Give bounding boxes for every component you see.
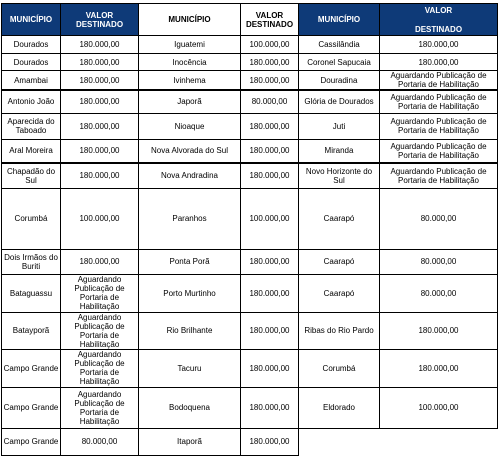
header-valor-destinado-3 — [380, 4, 498, 36]
valor-cell: 100.000,00 — [380, 387, 498, 428]
table-row — [2, 312, 498, 349]
municipio-cell: Juti — [299, 113, 380, 139]
valor-cell: 80.000,00 — [380, 249, 498, 274]
municipio-cell: Miranda — [299, 139, 380, 163]
municipio-cell: Amambai — [2, 71, 61, 91]
valor-cell: 180.000,00 — [241, 387, 299, 428]
municipio-cell: Nova Alvorada do Sul — [139, 139, 241, 163]
municipio-cell: Eldorado — [299, 387, 380, 428]
valor-cell: 180.000,00 — [61, 113, 139, 139]
municipio-cell: Novo Horizonte do Sul — [299, 163, 380, 188]
table-row — [2, 163, 498, 188]
municipio-cell: Corumbá — [2, 188, 61, 249]
municipio-cell: Dourados — [2, 36, 61, 54]
table-row — [2, 249, 498, 274]
valor-cell: 180.000,00 — [61, 36, 139, 54]
municipio-cell: Douradina — [299, 71, 380, 91]
municipio-cell: Japorã — [139, 90, 241, 113]
table-row — [2, 274, 498, 312]
valor-cell: Aguardando Publicação de Portaria de Habilitação — [380, 71, 498, 91]
valor-cell: 180.000,00 — [241, 113, 299, 139]
valor-cell: 80.000,00 — [380, 274, 498, 312]
municipio-cell: Nioaque — [139, 113, 241, 139]
table-body — [2, 36, 498, 456]
header-municipio-3: MUNICÍPIO — [299, 4, 380, 36]
valor-cell: 180.000,00 — [241, 312, 299, 349]
table-row — [2, 36, 498, 54]
municipio-cell: Aral Moreira — [2, 139, 61, 163]
municipio-cell: Ponta Porã — [139, 249, 241, 274]
table-row — [2, 113, 498, 139]
valor-cell: 180.000,00 — [241, 349, 299, 387]
municipio-cell: Antonio João — [2, 90, 61, 113]
valor-cell: 80.000,00 — [241, 90, 299, 113]
valor-cell: Aguardando Publicação de Portaria de Habilitação — [61, 312, 139, 349]
valor-cell: 180.000,00 — [241, 54, 299, 71]
valor-cell: Aguardando Publicação de Portaria de Habilitação — [61, 387, 139, 428]
municipio-cell: Inocência — [139, 54, 241, 71]
valor-cell: 180.000,00 — [380, 36, 498, 54]
valor-cell: 180.000,00 — [380, 54, 498, 71]
valor-cell: 180.000,00 — [380, 349, 498, 387]
municipio-cell: Ivinhema — [139, 71, 241, 91]
municipio-cell: Nova Andradina — [139, 163, 241, 188]
valor-cell: Aguardando Publicação de Portaria de Habilitação — [380, 113, 498, 139]
valor-cell: 80.000,00 — [380, 188, 498, 249]
valor-cell: 180.000,00 — [241, 249, 299, 274]
valor-cell — [380, 428, 498, 455]
header-municipio-2: MUNICÍPIO — [139, 4, 241, 36]
valor-cell: 180.000,00 — [241, 428, 299, 455]
valor-cell: 180.000,00 — [61, 71, 139, 91]
funding-table — [1, 3, 498, 456]
municipio-cell: Bodoquena — [139, 387, 241, 428]
municipio-cell: Glória de Dourados — [299, 90, 380, 113]
municipio-cell: Cassilândia — [299, 36, 380, 54]
valor-cell: Aguardando Publicação de Portaria de Habilitação — [61, 274, 139, 312]
valor-cell: 180.000,00 — [61, 249, 139, 274]
table-row — [2, 387, 498, 428]
table-row — [2, 71, 498, 91]
header-municipio-1: MUNICÍPIO — [2, 4, 61, 36]
valor-cell: Aguardando Publicação de Portaria de Habilitação — [380, 139, 498, 163]
header-valor-destinado-2: VALOR DESTINADO — [241, 4, 299, 36]
municipio-cell: Tacuru — [139, 349, 241, 387]
valor-cell: 180.000,00 — [61, 163, 139, 188]
valor-cell: Aguardando Publicação de Portaria de Habilitação — [380, 163, 498, 188]
municipio-cell: Iguatemi — [139, 36, 241, 54]
table-row — [2, 139, 498, 163]
valor-cell: 180.000,00 — [61, 90, 139, 113]
municipio-cell: Caarapó — [299, 188, 380, 249]
municipio-cell: Coronel Sapucaia — [299, 54, 380, 71]
table-row — [2, 90, 498, 113]
municipio-cell: Campo Grande — [2, 428, 61, 455]
municipio-cell: Porto Murtinho — [139, 274, 241, 312]
header-valor-destinado-1: VALOR DESTINADO — [61, 4, 139, 36]
valor-cell: 180.000,00 — [61, 139, 139, 163]
municipio-cell: Corumbá — [299, 349, 380, 387]
header-row — [2, 4, 498, 36]
valor-cell: 180.000,00 — [241, 274, 299, 312]
table-row — [2, 349, 498, 387]
municipio-cell: Rio Brilhante — [139, 312, 241, 349]
municipio-cell: Itaporã — [139, 428, 241, 455]
valor-cell: 80.000,00 — [61, 428, 139, 455]
municipio-cell: Chapadão do Sul — [2, 163, 61, 188]
municipio-cell — [299, 428, 380, 455]
header-valor: VALOR — [424, 5, 453, 15]
valor-cell: 180.000,00 — [380, 312, 498, 349]
header-destinado: DESTINADO — [414, 24, 463, 34]
municipio-cell: Dourados — [2, 54, 61, 71]
valor-cell: 180.000,00 — [241, 163, 299, 188]
municipio-cell: Aparecida do Taboado — [2, 113, 61, 139]
table-row — [2, 188, 498, 249]
valor-cell: Aguardando Publicação de Portaria de Habilitação — [380, 90, 498, 113]
municipio-cell: Dois Irmãos do Buriti — [2, 249, 61, 274]
table-row — [2, 54, 498, 71]
valor-cell: 100.000,00 — [241, 188, 299, 249]
municipio-cell: Campo Grande — [2, 349, 61, 387]
municipio-cell: Batayporã — [2, 312, 61, 349]
municipio-cell: Campo Grande — [2, 387, 61, 428]
valor-cell: Aguardando Publicação de Portaria de Habilitação — [61, 349, 139, 387]
municipio-cell: Caarapó — [299, 274, 380, 312]
table-row — [2, 428, 498, 455]
valor-cell: 180.000,00 — [241, 139, 299, 163]
municipio-cell: Bataguassu — [2, 274, 61, 312]
valor-cell: 180.000,00 — [61, 54, 139, 71]
valor-cell: 100.000,00 — [61, 188, 139, 249]
municipio-cell: Paranhos — [139, 188, 241, 249]
valor-cell: 100.000,00 — [241, 36, 299, 54]
valor-cell: 180.000,00 — [241, 71, 299, 91]
municipio-cell: Ribas do Rio Pardo — [299, 312, 380, 349]
municipio-cell: Caarapó — [299, 249, 380, 274]
